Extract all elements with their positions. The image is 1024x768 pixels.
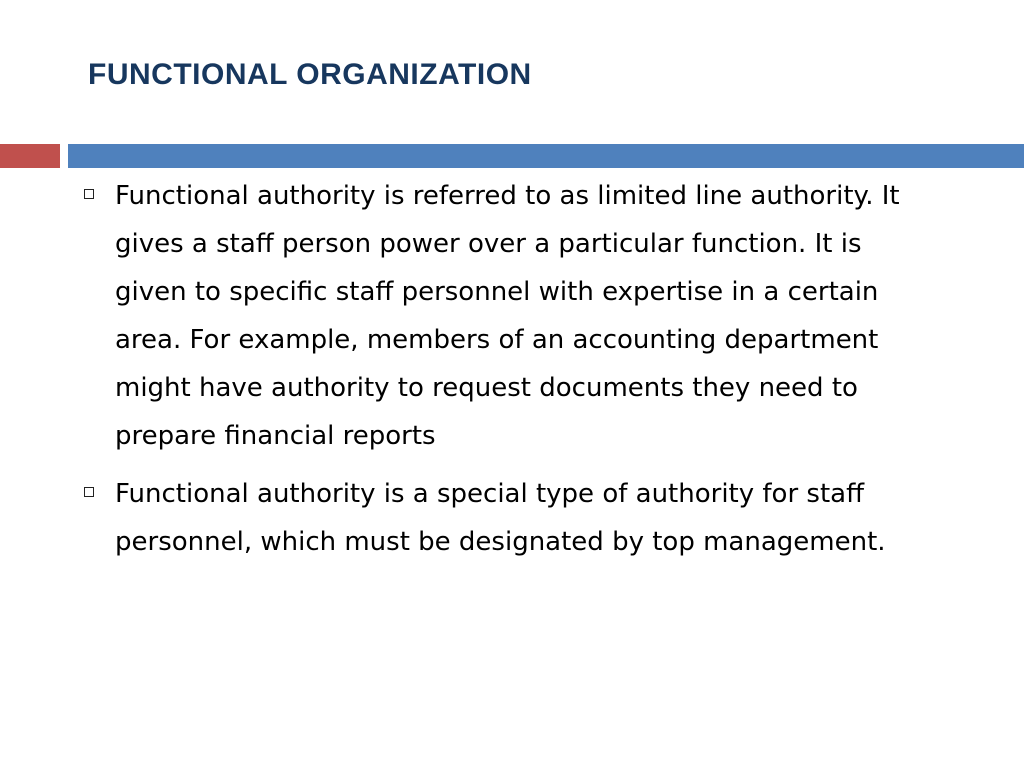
bullet-text: Functional authority is a special type of authority for staff personnel, which must be designated by top management. [115, 479, 886, 557]
slide-title: FUNCTIONAL ORGANIZATION [88, 58, 532, 91]
square-bullet-icon [84, 189, 94, 199]
bullet-item [80, 470, 900, 566]
bullet-text: Functional authority is referred to as limited line authority. It gives a staff person power over a particular function. It is given to specific staff personnel with expertise in a certain area. For example, members of an accounting department might have authority to request documents they need to prepare financial reports [115, 181, 900, 451]
accent-bar-left [0, 144, 60, 168]
bullet-item [80, 172, 900, 460]
accent-bar-right [68, 144, 1024, 168]
bullet-list [80, 172, 900, 576]
square-bullet-icon [84, 487, 94, 497]
